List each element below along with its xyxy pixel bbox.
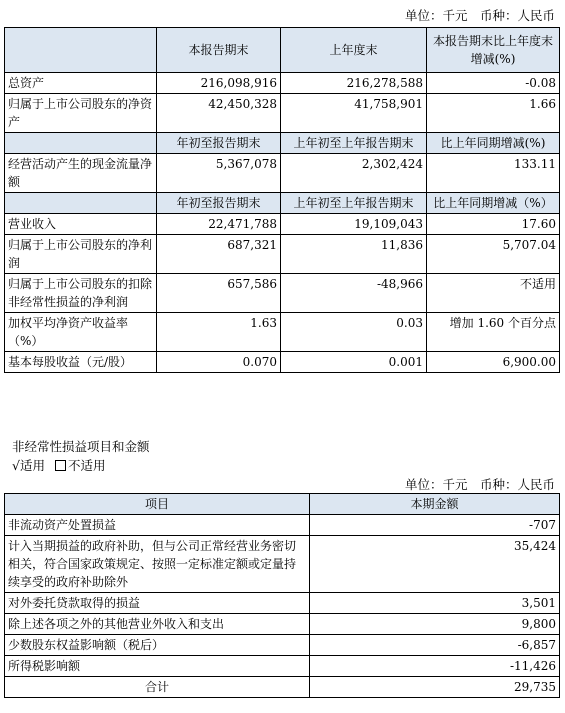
header-cell: 项目	[5, 494, 310, 515]
header-cell	[5, 28, 157, 73]
cell-value: 216,278,588	[281, 73, 427, 94]
row-label: 对外委托贷款取得的损益	[5, 593, 310, 614]
cell-value: 35,424	[310, 536, 560, 593]
cell-value: -6,857	[310, 635, 560, 656]
cell-value: 42,450,328	[157, 94, 281, 133]
cell-value: 9,800	[310, 614, 560, 635]
subheader-cell: 比上年同期增减（%）	[427, 193, 560, 214]
cell-value: 657,586	[157, 274, 281, 313]
row-label: 所得税影响额	[5, 656, 310, 677]
header-cell: 上年度末	[281, 28, 427, 73]
non-recurring-items-table	[4, 493, 560, 698]
option-not-applicable: 不适用	[67, 458, 106, 473]
applicability-options	[12, 456, 105, 474]
total-label: 合计	[5, 677, 310, 698]
subheader-cell	[5, 193, 157, 214]
row-label: 非流动资产处置损益	[5, 515, 310, 536]
cell-value: 1.66	[427, 94, 560, 133]
cell-value: 0.070	[157, 352, 281, 373]
cell-value: 22,471,788	[157, 214, 281, 235]
total-value: 29,735	[310, 677, 560, 698]
row-label: 加权平均净资产收益率（%）	[5, 313, 157, 352]
row-label: 营业收入	[5, 214, 157, 235]
cell-value: 19,109,043	[281, 214, 427, 235]
cell-value: 6,900.00	[427, 352, 560, 373]
cell-value: -0.08	[427, 73, 560, 94]
cell-value: 0.03	[281, 313, 427, 352]
row-label: 归属于上市公司股东的净利润	[5, 235, 157, 274]
cell-value: -48,966	[281, 274, 427, 313]
header-cell: 本期金额	[310, 494, 560, 515]
cell-value: 17.60	[427, 214, 560, 235]
subheader-cell: 比上年同期增减(%)	[427, 133, 560, 154]
table2-unit-line: 单位：千元 币种：人民币	[404, 477, 555, 492]
option-applicable: √适用	[12, 458, 45, 473]
row-label: 少数股东权益影响额（税后）	[5, 635, 310, 656]
row-label: 除上述各项之外的其他营业外收入和支出	[5, 614, 310, 635]
subheader-cell: 上年初至上年报告期末	[281, 193, 427, 214]
row-label: 总资产	[5, 73, 157, 94]
row-label: 经营活动产生的现金流量净额	[5, 154, 157, 193]
row-label: 归属于上市公司股东的净资产	[5, 94, 157, 133]
subheader-cell: 年初至报告期末	[157, 193, 281, 214]
checkbox-icon	[55, 460, 66, 471]
section-title: 非经常性损益项目和金额	[12, 439, 150, 454]
cell-value: -707	[310, 515, 560, 536]
cell-value: 11,836	[281, 235, 427, 274]
cell-value: 5,367,078	[157, 154, 281, 193]
row-label: 归属于上市公司股东的扣除非经常性损益的净利润	[5, 274, 157, 313]
cell-value: 133.11	[427, 154, 560, 193]
cell-value: 1.63	[157, 313, 281, 352]
cell-value: 41,758,901	[281, 94, 427, 133]
subheader-cell: 年初至报告期末	[157, 133, 281, 154]
cell-value: 0.001	[281, 352, 427, 373]
cell-value: 增加 1.60 个百分点	[427, 313, 560, 352]
cell-value: 3,501	[310, 593, 560, 614]
cell-value: 687,321	[157, 235, 281, 274]
row-label: 计入当期损益的政府补助，但与公司正常经营业务密切相关，符合国家政策规定、按照一定标准定额或定量持续享受的政府补助除外	[5, 536, 310, 593]
table1-unit-line: 单位：千元 币种：人民币	[404, 8, 555, 23]
subheader-cell	[5, 133, 157, 154]
row-label: 基本每股收益（元/股）	[5, 352, 157, 373]
cell-value: 5,707.04	[427, 235, 560, 274]
subheader-cell: 上年初至上年报告期末	[281, 133, 427, 154]
cell-value: -11,426	[310, 656, 560, 677]
cell-value: 2,302,424	[281, 154, 427, 193]
cell-value: 不适用	[427, 274, 560, 313]
header-cell: 本报告期末比上年度末增减(%)	[427, 28, 560, 73]
header-cell: 本报告期末	[157, 28, 281, 73]
cell-value: 216,098,916	[157, 73, 281, 94]
key-financial-data-table	[4, 27, 560, 373]
